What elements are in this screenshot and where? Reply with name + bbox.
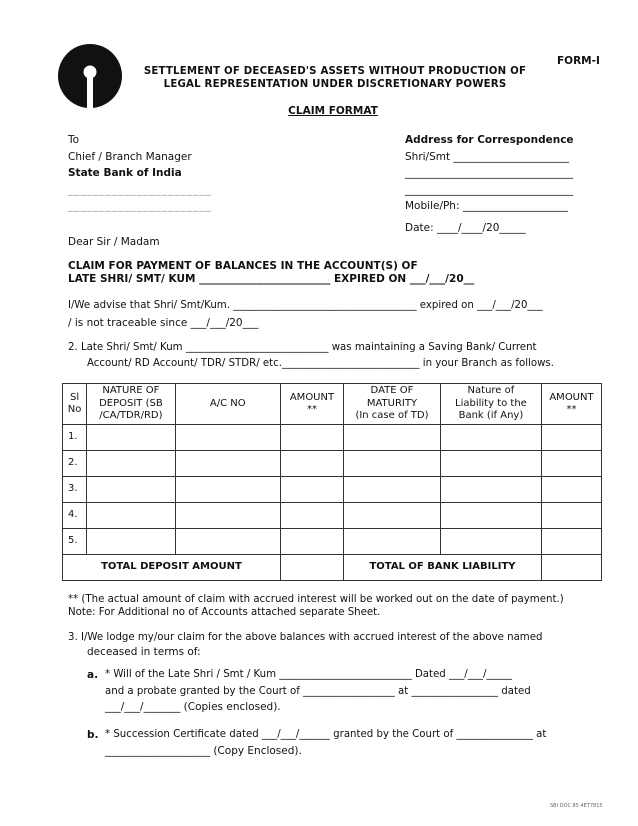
header-nature-of-deposit: NATURE OF DEPOSIT (SB /CA/TDR/RD) [87,384,175,425]
cell-account-no[interactable] [175,503,280,529]
mobile-field: Mobile/Ph: ____________________ [405,200,568,212]
table-total-row [63,555,602,581]
header-nature-of-liability: Nature of Liability to the Bank (if Any) [440,384,541,425]
cell-account-no[interactable] [175,425,280,451]
cell-account-no[interactable] [175,451,280,477]
header-date-of-maturity: DATE OF MATURITY (In case of TD) [344,384,441,425]
cell-liability-amount[interactable] [541,529,601,555]
item-a-label: a. [87,669,99,681]
item-b-line-2: ____________________ (Copy Enclosed). [105,745,302,757]
item-a-line-3: ___/___/_______ (Copies enclosed). [105,701,281,713]
cell-amount[interactable] [280,451,343,477]
row-number: 4. [63,503,87,529]
cell-liability[interactable] [440,477,541,503]
branch-address-line-2: _______________________ [68,200,212,212]
title-line-1: SETTLEMENT OF DECEASED'S ASSETS WITHOUT PRODUCTION OF [143,66,527,77]
cell-liability[interactable] [440,529,541,555]
cell-nature[interactable] [87,425,175,451]
item-b-label: b. [87,729,99,741]
sbi-logo-icon [56,42,124,110]
para2-line-2: Account/ RD Account/ TDR/ STDR/ etc.___________________________ in your Branch as follows. [87,358,554,369]
header-account-no: A/C NO [175,384,280,425]
table-row [63,529,602,555]
cell-liability[interactable] [440,503,541,529]
cell-amount[interactable] [280,425,343,451]
correspondence-line-2: ________________________________ [405,184,573,196]
header-sl-no: Sl No [63,384,87,425]
salutation: Dear Sir / Madam [68,236,160,248]
table-header-row [63,384,602,425]
table-row [63,503,602,529]
row-number: 5. [63,529,87,555]
item-b-line-1: * Succession Certificate dated ___/___/______ granted by the Court of _______________ at [105,729,547,740]
cell-amount[interactable] [280,503,343,529]
row-number: 3. [63,477,87,503]
correspondence-line-1: ________________________________ [405,167,573,179]
title-line-2: LEGAL REPRESENTATION UNDER DISCRETIONARY POWERS [163,79,507,90]
bank-name: State Bank of India [68,167,182,179]
claim-format-title: CLAIM FORMAT [288,105,378,117]
table-row [63,477,602,503]
deposits-table [62,383,602,581]
subject-line-2: LATE SHRI/ SMT/ KUM _________________________ EXPIRED ON ___/___/20__ [68,273,475,285]
cell-nature[interactable] [87,451,175,477]
manager-label: Chief / Branch Manager [68,151,192,163]
cell-amount[interactable] [280,529,343,555]
total-deposit-label: TOTAL DEPOSIT AMOUNT [63,555,281,581]
cell-nature[interactable] [87,503,175,529]
para1-line-2: / is not traceable since ___/___/20___ [68,317,259,329]
form-number: FORM-I [557,55,600,67]
cell-liability[interactable] [440,451,541,477]
table-row [63,451,602,477]
cell-nature[interactable] [87,477,175,503]
para2-line-1: 2. Late Shri/ Smt/ Kum ____________________________ was maintaining a Saving Bank/ Current [68,342,537,353]
cell-liability-amount[interactable] [541,477,601,503]
document-code: SBI DOC 85 4ET7815 [550,803,603,809]
to-label: To [68,134,80,146]
cell-account-no[interactable] [175,529,280,555]
branch-address-line-1: _______________________ [68,184,212,196]
cell-liability-amount[interactable] [541,451,601,477]
row-number: 2. [63,451,87,477]
correspondence-heading: Address for Correspondence [405,134,574,146]
header-amount: AMOUNT ** [280,384,343,425]
cell-maturity[interactable] [344,477,441,503]
shri-smt-field: Shri/Smt ______________________ [405,151,569,163]
para3-line-1: 3. I/We lodge my/our claim for the above balances with accrued interest of the above named [68,632,543,643]
cell-liability[interactable] [440,425,541,451]
table-row [63,425,602,451]
total-liability-amount[interactable] [541,555,601,581]
note-additional-accounts: Note: For Additional no of Accounts attached separate Sheet. [68,607,381,618]
note-amount: ** (The actual amount of claim with accrued interest will be worked out on the date of payment.) [68,594,564,605]
total-deposit-amount[interactable] [280,555,343,581]
header-liability-amount: AMOUNT ** [541,384,601,425]
cell-maturity[interactable] [344,425,441,451]
date-field: Date: ____/____/20_____ [405,222,526,234]
para3-line-2: deceased in terms of: [87,646,201,658]
cell-amount[interactable] [280,477,343,503]
row-number: 1. [63,425,87,451]
cell-maturity[interactable] [344,529,441,555]
cell-maturity[interactable] [344,451,441,477]
item-a-line-1: * Will of the Late Shri / Smt / Kum __________________________ Dated ___/___/_____ [105,669,512,680]
item-a-line-2: and a probate granted by the Court of __________________ at _________________ dated [105,686,531,697]
subject-line-1: CLAIM FOR PAYMENT OF BALANCES IN THE ACCOUNT(S) OF [68,260,418,272]
cell-liability-amount[interactable] [541,425,601,451]
cell-account-no[interactable] [175,477,280,503]
para1-line-1: I/We advise that Shri/ Smt/Kum. ____________________________________ expired on ___/___/20___ [68,300,543,311]
total-liability-label: TOTAL OF BANK LIABILITY [344,555,542,581]
cell-maturity[interactable] [344,503,441,529]
cell-nature[interactable] [87,529,175,555]
cell-liability-amount[interactable] [541,503,601,529]
